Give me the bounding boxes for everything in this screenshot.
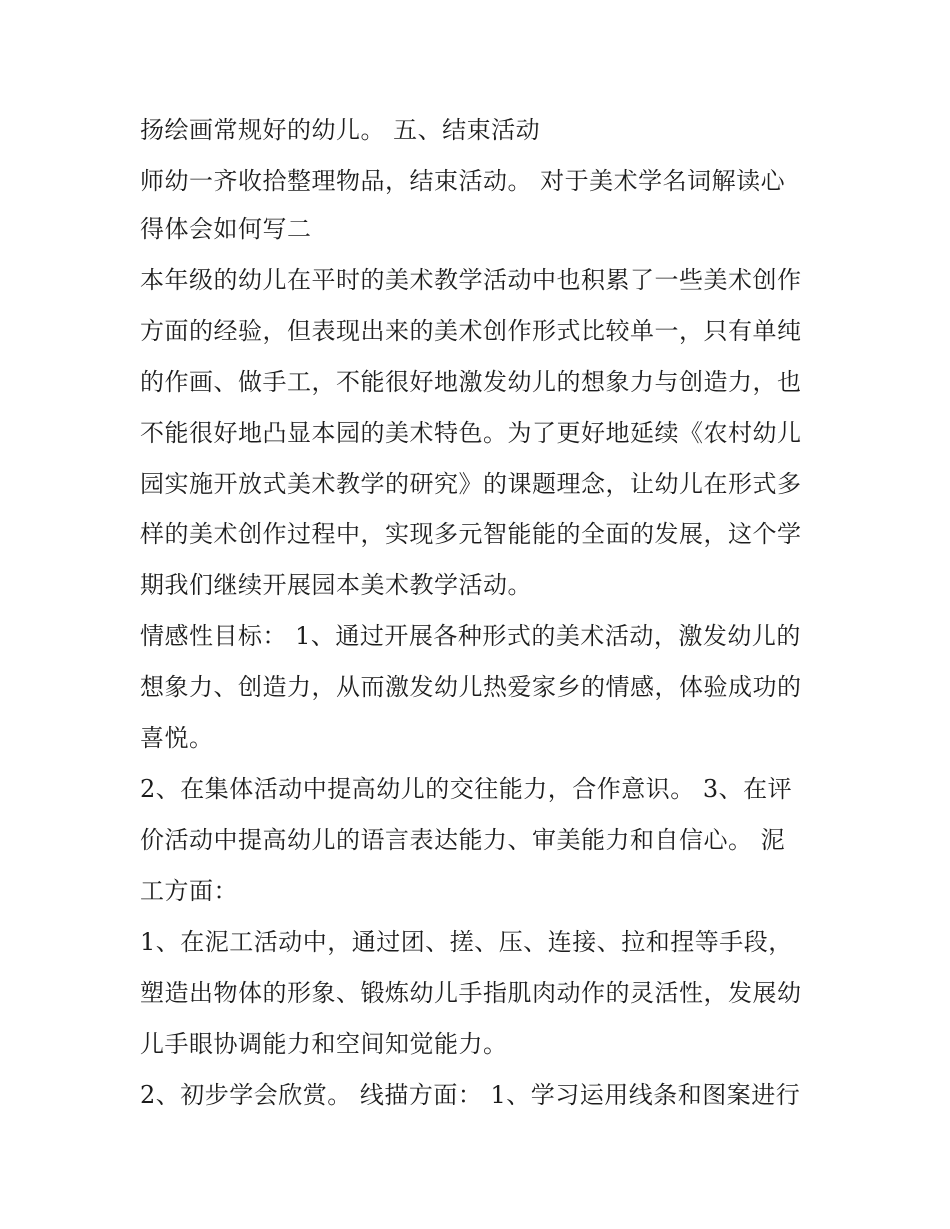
text-line-13: 喜悦。: [140, 724, 214, 752]
text-line-16: 工方面：: [140, 877, 238, 905]
text-line-12: 想象力、创造力，从而激发幼儿热爱家乡的情感，体验成功的: [140, 673, 802, 701]
text-line-3: 得体会如何写二: [140, 215, 312, 243]
text-line-17: 1、在泥工活动中，通过团、搓、压、连接、拉和捏等手段，: [140, 928, 793, 956]
text-line-14: 2、在集体活动中提高幼儿的交往能力，合作意识。 3、在评: [140, 775, 793, 803]
text-line-10: 期我们继续开展园本美术教学活动。: [140, 571, 532, 599]
text-line-20: 2、初步学会欣赏。 线描方面： 1、学习运用线条和图案进行: [140, 1081, 801, 1109]
text-line-2: 师幼一齐收拾整理物品，结束活动。 对于美术学名词解读心: [140, 167, 786, 195]
text-line-6: 的作画、做手工，不能很好地激发幼儿的想象力与创造力，也: [140, 368, 802, 396]
text-line-7: 不能很好地凸显本园的美术特色。为了更好地延续《农村幼儿: [140, 419, 802, 447]
text-line-11: 情感性目标： 1、通过开展各种形式的美术活动，激发幼儿的: [140, 622, 801, 650]
text-line-8: 园实施开放式美术教学的研究》的课题理念，让幼儿在形式多: [140, 470, 802, 498]
text-line-1: 扬绘画常规好的幼儿。 五、结束活动: [140, 116, 541, 144]
text-line-18: 塑造出物体的形象、锻炼幼儿手指肌肉动作的灵活性，发展幼: [140, 979, 802, 1007]
text-line-19: 儿手眼协调能力和空间知觉能力。: [140, 1030, 508, 1058]
text-line-9: 样的美术创作过程中，实现多元智能能的全面的发展，这个学: [140, 520, 802, 548]
text-line-4: 本年级的幼儿在平时的美术教学活动中也积累了一些美术创作: [140, 266, 802, 294]
text-line-15: 价活动中提高幼儿的语言表达能力、审美能力和自信心。 泥: [140, 826, 786, 854]
text-line-5: 方面的经验，但表现出来的美术创作形式比较单一，只有单纯: [140, 317, 802, 345]
